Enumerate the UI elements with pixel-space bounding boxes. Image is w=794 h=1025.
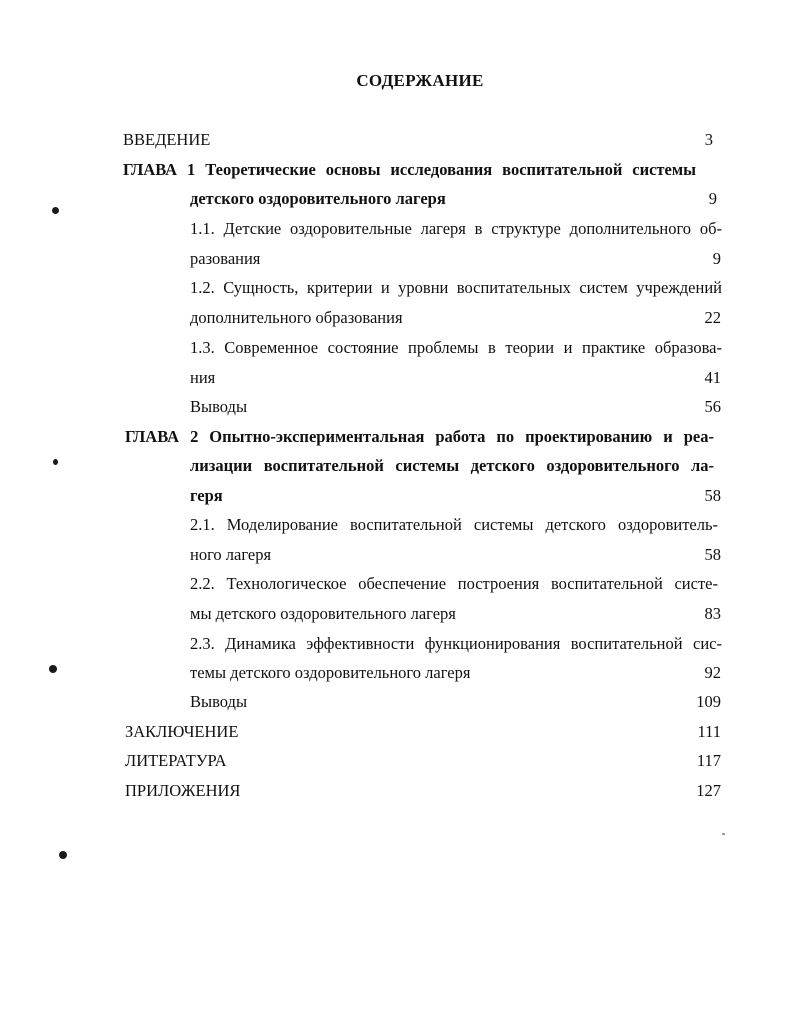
toc-section-2-2-line2: мы детского оздоровительного лагеря [190,604,456,623]
toc-section-2-1-line2: ного лагеря [190,545,272,564]
toc-chapter1-conclusions-label: Выводы [190,397,248,416]
toc-section-1-2-line1: 1.2. Сущность, критерии и уровни воспитательных систем учреждений [190,278,722,297]
toc-chapter2-title-line3: геря [190,486,223,505]
toc-chapter2-title-line1: ГЛАВА 2 Опытно-экспериментальная работа по проектированию и реа- [125,427,714,446]
toc-section-2-3-page: 92 [704,663,721,682]
toc-section-1-3-line2: ния [190,368,216,387]
toc-chapter2-page: 58 [704,486,721,505]
toc-intro-page: 3 [704,130,713,149]
toc-appendices-page: 127 [696,781,721,800]
toc-chapter1-conclusions-page: 56 [704,397,721,416]
toc-section-1-3-line1: 1.3. Современное состояние проблемы в теории и практике образова- [190,338,722,357]
toc-section-1-1-line1: 1.1. Детские оздоровительные лагеря в структуре дополнительного об- [190,219,722,238]
toc-chapter1-title-line2: детского оздоровительного лагеря [190,189,446,208]
scan-speck [59,851,67,859]
toc-intro-label: ВВЕДЕНИЕ [123,130,211,149]
toc-section-2-2-page: 83 [704,604,721,623]
toc-section-1-2-page: 22 [704,308,721,327]
toc-chapter2-title-line2: лизации воспитательной системы детского оздоровительного ла- [190,456,714,475]
toc-literature-label: ЛИТЕРАТУРА [125,751,227,770]
toc-chapter1-title-line1: ГЛАВА 1 Теоретические основы исследования воспитательной системы [123,160,696,179]
toc-section-2-3-line1: 2.3. Динамика эффективности функционирования воспитательной сис- [190,634,722,653]
scan-speck [52,207,59,214]
toc-chapter1-page: 9 [708,189,717,208]
toc-section-1-1-line2: разования [190,249,261,268]
toc-section-2-3-line2: темы детского оздоровительного лагеря [190,663,471,682]
toc-appendices-label: ПРИЛОЖЕНИЯ [125,781,241,800]
toc-section-2-1-line1: 2.1. Моделирование воспитательной системы детского оздоровитель- [190,515,718,534]
toc-section-2-1-page: 58 [704,545,721,564]
toc-chapter2-conclusions-label: Выводы [190,692,248,711]
toc-section-1-2-line2: дополнительного образования [190,308,403,327]
toc-literature-page: 117 [696,751,721,770]
scan-speck [49,665,57,673]
scan-speck [53,459,58,465]
page-title: СОДЕРЖАНИЕ [356,71,484,90]
scan-speck [722,833,725,835]
toc-chapter2-conclusions-page: 109 [696,692,721,711]
toc-section-1-1-page: 9 [712,249,721,268]
toc-conclusion-label: ЗАКЛЮЧЕНИЕ [125,722,239,741]
toc-section-1-3-page: 41 [704,368,721,387]
toc-section-2-2-line1: 2.2. Технологическое обеспечение построения воспитательной систе- [190,574,718,593]
toc-conclusion-page: 111 [697,722,721,741]
